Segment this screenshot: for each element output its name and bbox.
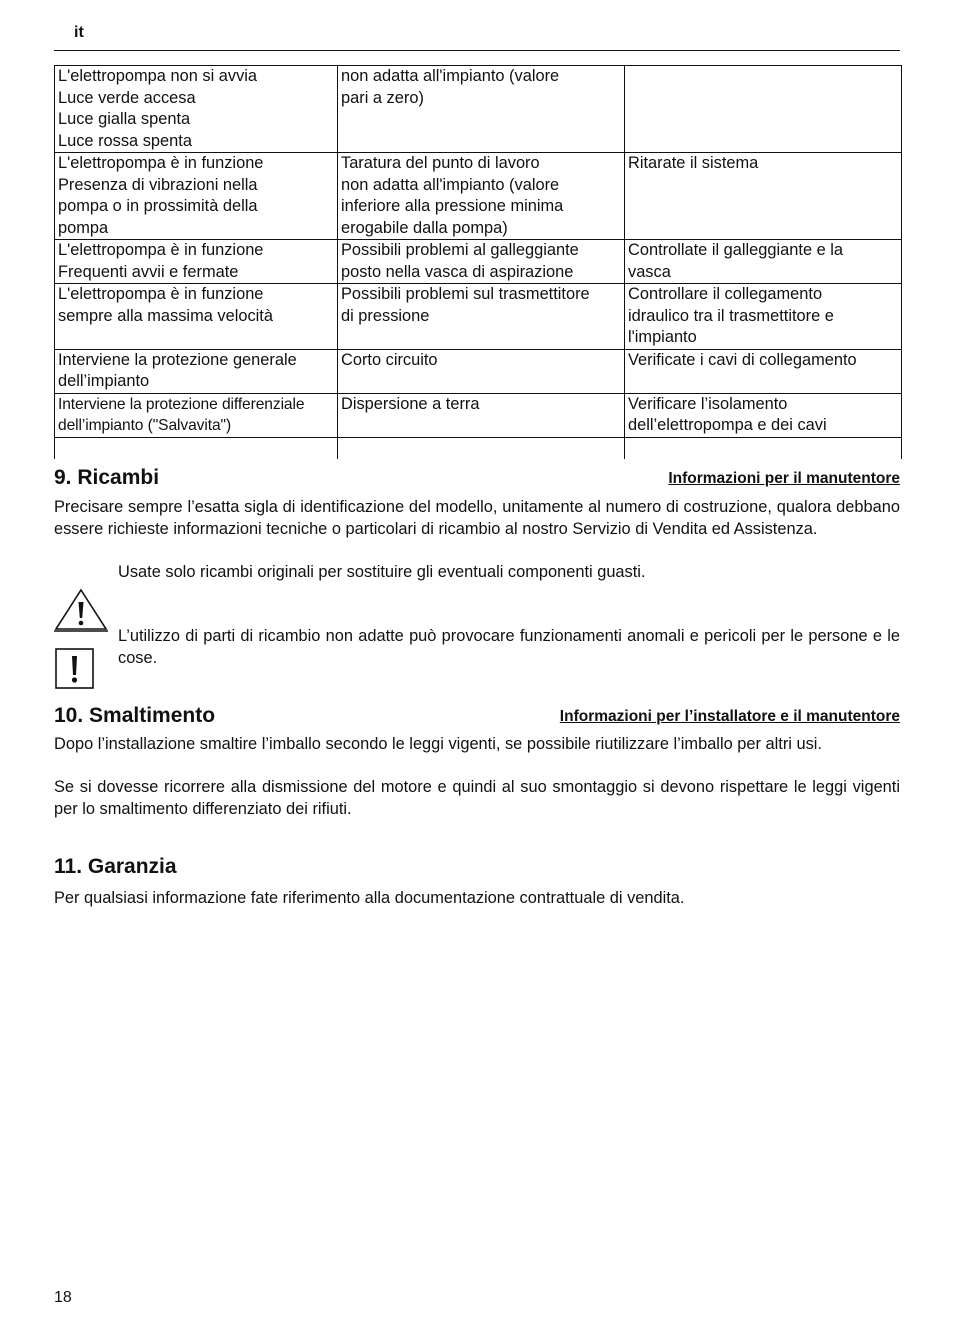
table-cell-remedy: Ritarate il sistema	[625, 153, 902, 240]
table-cell-empty	[338, 437, 625, 459]
table-cell-symptom: L'elettropompa è in funzione Presenza di vibrazioni nella pompa o in prossimità della pompa	[55, 153, 338, 240]
table-cell-symptom: L'elettropompa è in funzione Frequenti avvii e fermate	[55, 240, 338, 284]
table-row	[55, 284, 902, 350]
table-row	[55, 240, 902, 284]
table-cell-empty	[625, 437, 902, 459]
table-cell-cause: Corto circuito	[338, 349, 625, 393]
section-10-heading	[54, 704, 900, 728]
section-9-heading	[54, 466, 900, 490]
section-9-note-hazard: L’utilizzo di parti di ricambio non adatte può provocare funzionamenti anomali e pericoli per le persone e le cose.	[118, 627, 900, 667]
table-cell-remedy: Verificare l’isolamento dell’elettropompa e dei cavi	[625, 393, 902, 437]
page-number: 18	[54, 1289, 72, 1306]
table-cell-cause: Dispersione a terra	[338, 393, 625, 437]
table-cell-symptom: Interviene la protezione differenziale dell’impianto ("Salvavita")	[55, 393, 338, 437]
section-11-heading	[54, 855, 900, 879]
table-cell-remedy: Verificate i cavi di collegamento	[625, 349, 902, 393]
exclamation-box-icon	[55, 648, 95, 690]
table-row	[55, 153, 902, 240]
table-cell-cause: Taratura del punto di lavoro non adatta all'impianto (valore inferiore alla pressione minima erogabile dalla pompa)	[338, 153, 625, 240]
table-cell-cause: non adatta all'impianto (valore pari a zero)	[338, 66, 625, 153]
section-10-body-disposal: Se si dovesse ricorrere alla dismissione del motore e quindi al suo smontaggio si devono rispettare le leggi vigenti per lo smaltimento differenziato dei rifiuti.	[54, 778, 900, 818]
section-title: 10. Smaltimento	[54, 704, 216, 727]
section-9-note-original-parts: Usate solo ricambi originali per sostituire gli eventuali componenti guasti.	[118, 563, 646, 581]
table-cell-remedy	[625, 66, 902, 153]
section-audience: Informazioni per il manutentore	[668, 470, 900, 487]
table-cell-symptom: L'elettropompa è in funzione sempre alla massima velocità	[55, 284, 338, 350]
table-row	[55, 393, 902, 437]
table-cell-cause: Possibili problemi al galleggiante posto nella vasca di aspirazione	[338, 240, 625, 284]
section-10-body-packaging: Dopo l’installazione smaltire l’imballo secondo le leggi vigenti, se possibile riutilizzare l’imballo per altri usi.	[54, 735, 822, 753]
table-cell-symptom: L'elettropompa non si avvia Luce verde accesa Luce gialla spenta Luce rossa spenta	[55, 66, 338, 153]
section-9-body: Precisare sempre l’esatta sigla di identificazione del modello, unitamente al numero di costruzione, qualora debbano essere richieste informazioni tecniche o particolari di ricambio al nostro Servizio di Vendita ed Assistenza.	[54, 498, 900, 538]
section-title: 9. Ricambi	[54, 466, 160, 489]
table-row-empty	[55, 437, 902, 459]
troubleshooting-table	[54, 65, 902, 459]
table-cell-remedy: Controllare il collegamento idraulico tra il trasmettitore e l'impianto	[625, 284, 902, 350]
warning-triangle-icon	[54, 588, 108, 632]
section-title: 11. Garanzia	[54, 855, 177, 878]
table-row	[55, 349, 902, 393]
table-row	[55, 66, 902, 153]
table-cell-empty	[55, 437, 338, 459]
table-cell-remedy: Controllate il galleggiante e la vasca	[625, 240, 902, 284]
table-cell-cause: Possibili problemi sul trasmettitore di pressione	[338, 284, 625, 350]
table-cell-symptom: Interviene la protezione generale dell’impianto	[55, 349, 338, 393]
section-11-body: Per qualsiasi informazione fate riferimento alla documentazione contrattuale di vendita.	[54, 889, 685, 907]
section-audience: Informazioni per l’installatore e il manutentore	[559, 708, 900, 725]
header-rule	[54, 50, 900, 51]
language-tag: it	[74, 24, 84, 41]
